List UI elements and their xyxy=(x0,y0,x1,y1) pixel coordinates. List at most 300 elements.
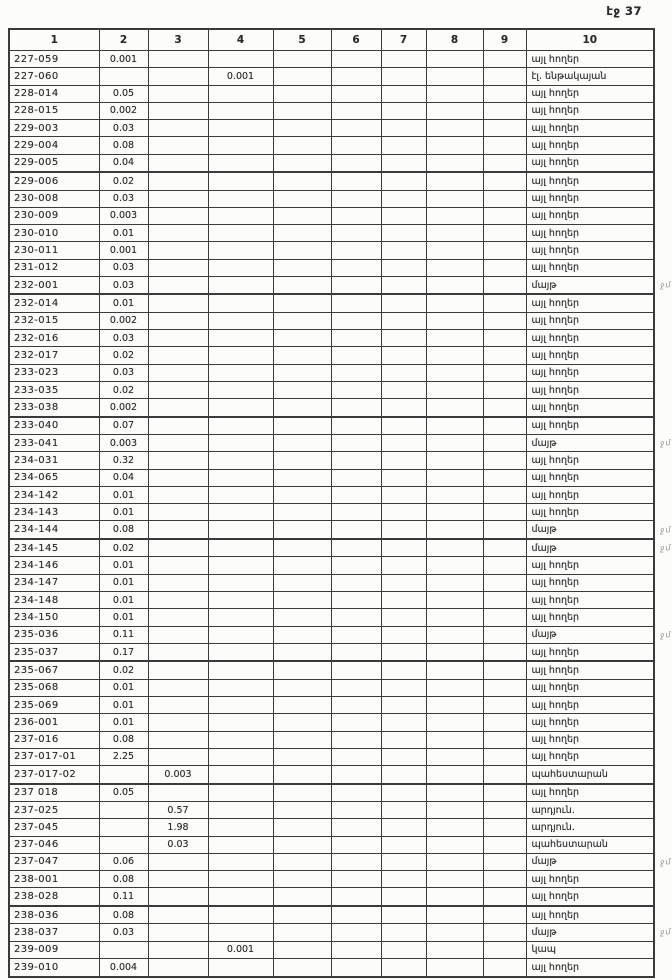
cell-col4 xyxy=(208,51,273,68)
cell-col8 xyxy=(426,85,483,102)
cell-col7 xyxy=(381,643,426,661)
handwritten-margin-note: ջմ xyxy=(659,524,672,535)
cell-col7 xyxy=(381,435,426,452)
cell-col2: 0.01 xyxy=(99,557,148,574)
cell-col8 xyxy=(426,51,483,68)
cell-col6 xyxy=(331,819,381,836)
cell-col6 xyxy=(331,661,381,679)
cell-col3 xyxy=(148,102,208,119)
cell-col4 xyxy=(208,958,273,977)
cell-col5 xyxy=(273,399,331,417)
cell-col9 xyxy=(483,312,526,329)
cell-col2: 0.11 xyxy=(99,888,148,906)
cell-col4 xyxy=(208,591,273,608)
cell-col7 xyxy=(381,242,426,259)
cell-col5 xyxy=(273,731,331,748)
cell-col9 xyxy=(483,469,526,486)
column-header-3: 3 xyxy=(148,29,208,51)
cell-col7 xyxy=(381,347,426,364)
cell-col3 xyxy=(148,259,208,276)
cell-col8 xyxy=(426,574,483,591)
cell-col6 xyxy=(331,85,381,102)
cell-col2: 0.02 xyxy=(99,381,148,398)
cell-col4 xyxy=(208,242,273,259)
cell-col4 xyxy=(208,225,273,242)
cell-landuse: մայթ ջմ xyxy=(526,539,654,557)
cell-col7 xyxy=(381,853,426,870)
cell-col9 xyxy=(483,836,526,853)
cell-col8 xyxy=(426,924,483,941)
cell-col9 xyxy=(483,259,526,276)
cell-code: 235-068 xyxy=(9,679,99,696)
cell-col2 xyxy=(99,68,148,85)
cell-code: 237-025 xyxy=(9,802,99,819)
cell-col9 xyxy=(483,819,526,836)
cell-col2: 0.03 xyxy=(99,120,148,137)
cell-col2: 0.01 xyxy=(99,714,148,731)
cell-col6 xyxy=(331,225,381,242)
cell-code: 237-017-02 xyxy=(9,766,99,784)
cell-code: 237-017-01 xyxy=(9,748,99,765)
cell-code: 235-036 xyxy=(9,626,99,643)
table-body xyxy=(9,51,672,978)
table-row xyxy=(9,242,654,259)
cell-code: 231-012 xyxy=(9,259,99,276)
cell-col9 xyxy=(483,784,526,802)
cell-col6 xyxy=(331,68,381,85)
cell-col5 xyxy=(273,225,331,242)
cell-col7 xyxy=(381,276,426,294)
cell-code: 234-065 xyxy=(9,469,99,486)
cell-col5 xyxy=(273,766,331,784)
cell-code: 228-015 xyxy=(9,102,99,119)
cell-col7 xyxy=(381,399,426,417)
cell-col8 xyxy=(426,836,483,853)
cell-col2 xyxy=(99,836,148,853)
cell-code: 233-040 xyxy=(9,417,99,435)
cell-col8 xyxy=(426,557,483,574)
cell-col3 xyxy=(148,679,208,696)
cell-col8 xyxy=(426,364,483,381)
cell-col3 xyxy=(148,853,208,870)
cell-landuse: այլ հողեր xyxy=(526,154,654,172)
cell-col3 xyxy=(148,469,208,486)
cell-col4 xyxy=(208,120,273,137)
cell-col5 xyxy=(273,486,331,503)
cell-landuse: այլ հողեր xyxy=(526,958,654,977)
cell-col2: 0.001 xyxy=(99,51,148,68)
cell-landuse: այլ հողեր xyxy=(526,643,654,661)
cell-col7 xyxy=(381,294,426,312)
cell-col4 xyxy=(208,609,273,626)
cell-col7 xyxy=(381,557,426,574)
cell-code: 229-003 xyxy=(9,120,99,137)
cell-col3 xyxy=(148,51,208,68)
table-row xyxy=(9,294,654,312)
cell-col9 xyxy=(483,748,526,765)
cell-col4 xyxy=(208,294,273,312)
table-row xyxy=(9,85,654,102)
cell-col5 xyxy=(273,259,331,276)
cell-col3 xyxy=(148,190,208,207)
table-row xyxy=(9,435,654,452)
cell-landuse: այլ հողեր xyxy=(526,137,654,154)
cell-col2: 0.03 xyxy=(99,924,148,941)
cell-col6 xyxy=(331,679,381,696)
cell-col7 xyxy=(381,697,426,714)
cell-col5 xyxy=(273,591,331,608)
cell-col4 xyxy=(208,766,273,784)
cell-col6 xyxy=(331,626,381,643)
cell-col5 xyxy=(273,906,331,924)
cell-col9 xyxy=(483,330,526,347)
cell-col8 xyxy=(426,276,483,294)
cell-col6 xyxy=(331,766,381,784)
cell-col9 xyxy=(483,486,526,503)
cell-code: 229-004 xyxy=(9,137,99,154)
cell-code: 233-038 xyxy=(9,399,99,417)
cell-col6 xyxy=(331,714,381,731)
cell-col2 xyxy=(99,802,148,819)
cell-landuse: այլ հողեր xyxy=(526,102,654,119)
column-header-1: 1 xyxy=(9,29,99,51)
cell-col5 xyxy=(273,137,331,154)
cell-col8 xyxy=(426,399,483,417)
column-header-2: 2 xyxy=(99,29,148,51)
cell-col7 xyxy=(381,661,426,679)
cell-col5 xyxy=(273,102,331,119)
cell-col4 xyxy=(208,504,273,521)
cell-col9 xyxy=(483,68,526,85)
cell-code: 239-009 xyxy=(9,941,99,958)
cell-col6 xyxy=(331,574,381,591)
cell-col9 xyxy=(483,435,526,452)
cell-col4 xyxy=(208,452,273,469)
cell-landuse: այլ հողեր xyxy=(526,469,654,486)
cell-col8 xyxy=(426,888,483,906)
cell-col4 xyxy=(208,137,273,154)
cell-col6 xyxy=(331,452,381,469)
cell-landuse: պահեստարան xyxy=(526,766,654,784)
cell-col5 xyxy=(273,312,331,329)
column-header-7: 7 xyxy=(381,29,426,51)
cell-col5 xyxy=(273,172,331,190)
cell-col3 xyxy=(148,714,208,731)
cell-col4 xyxy=(208,469,273,486)
cell-landuse: այլ հողեր xyxy=(526,347,654,364)
cell-col9 xyxy=(483,888,526,906)
cell-col8 xyxy=(426,609,483,626)
cell-col5 xyxy=(273,661,331,679)
cell-col3 xyxy=(148,399,208,417)
cell-col9 xyxy=(483,102,526,119)
table-row xyxy=(9,766,654,784)
cell-col4 xyxy=(208,557,273,574)
cell-code: 232-001 xyxy=(9,276,99,294)
cell-col2: 0.04 xyxy=(99,154,148,172)
cell-col6 xyxy=(331,941,381,958)
cell-code: 234-144 xyxy=(9,521,99,539)
cell-col8 xyxy=(426,469,483,486)
table-row xyxy=(9,574,654,591)
cell-col8 xyxy=(426,539,483,557)
cell-col6 xyxy=(331,469,381,486)
cell-landuse: այլ հողեր xyxy=(526,731,654,748)
table-row xyxy=(9,906,654,924)
cell-col5 xyxy=(273,643,331,661)
cell-col7 xyxy=(381,225,426,242)
cell-col4 xyxy=(208,381,273,398)
cell-col9 xyxy=(483,906,526,924)
cell-col4 xyxy=(208,784,273,802)
cell-col9 xyxy=(483,190,526,207)
cell-col2: 0.01 xyxy=(99,679,148,696)
cell-landuse: այլ հողեր xyxy=(526,225,654,242)
cell-code: 234-150 xyxy=(9,609,99,626)
cell-col9 xyxy=(483,714,526,731)
cell-col4 xyxy=(208,102,273,119)
cell-col3 xyxy=(148,731,208,748)
cell-col6 xyxy=(331,435,381,452)
cell-col2: 0.01 xyxy=(99,486,148,503)
cell-col5 xyxy=(273,697,331,714)
cell-col4 xyxy=(208,85,273,102)
cell-col3 xyxy=(148,242,208,259)
cell-col5 xyxy=(273,539,331,557)
cell-col2: 0.003 xyxy=(99,435,148,452)
cell-col5 xyxy=(273,871,331,888)
cell-col7 xyxy=(381,486,426,503)
cell-code: 234-146 xyxy=(9,557,99,574)
column-header-10: 10 xyxy=(526,29,654,51)
cell-col3 xyxy=(148,539,208,557)
cell-col2: 0.05 xyxy=(99,85,148,102)
cell-col5 xyxy=(273,748,331,765)
cell-landuse: այլ հողեր xyxy=(526,190,654,207)
cell-landuse: այլ հողեր xyxy=(526,452,654,469)
cell-code: 233-023 xyxy=(9,364,99,381)
cell-col2: 0.08 xyxy=(99,871,148,888)
cell-col2: 0.01 xyxy=(99,574,148,591)
cell-col4 xyxy=(208,486,273,503)
cell-col6 xyxy=(331,276,381,294)
cell-col5 xyxy=(273,609,331,626)
cell-col7 xyxy=(381,888,426,906)
cell-col2: 0.02 xyxy=(99,539,148,557)
cell-landuse: այլ հողեր xyxy=(526,51,654,68)
cell-col3 xyxy=(148,207,208,224)
cell-landuse: այլ հողեր xyxy=(526,504,654,521)
cell-col4 xyxy=(208,906,273,924)
cell-col7 xyxy=(381,626,426,643)
cell-col3: 0.57 xyxy=(148,802,208,819)
cell-col2: 0.01 xyxy=(99,697,148,714)
cell-landuse: այլ հողեր xyxy=(526,609,654,626)
cell-col6 xyxy=(331,51,381,68)
cell-col5 xyxy=(273,347,331,364)
cell-col4 xyxy=(208,819,273,836)
table-row xyxy=(9,958,654,977)
cell-col5 xyxy=(273,294,331,312)
cell-col7 xyxy=(381,469,426,486)
cell-code: 233-041 xyxy=(9,435,99,452)
cell-col9 xyxy=(483,661,526,679)
cell-col3 xyxy=(148,626,208,643)
cell-code: 233-035 xyxy=(9,381,99,398)
cell-col6 xyxy=(331,958,381,977)
cell-col6 xyxy=(331,294,381,312)
cell-col9 xyxy=(483,225,526,242)
cell-landuse: պահեստարան xyxy=(526,836,654,853)
cell-col2: 0.004 xyxy=(99,958,148,977)
cell-col7 xyxy=(381,784,426,802)
cell-col7 xyxy=(381,381,426,398)
cell-col9 xyxy=(483,452,526,469)
cell-col7 xyxy=(381,679,426,696)
cell-landuse: մայթ ջմ xyxy=(526,924,654,941)
cell-col4 xyxy=(208,643,273,661)
cell-code: 237-046 xyxy=(9,836,99,853)
table-row xyxy=(9,399,654,417)
cell-col7 xyxy=(381,609,426,626)
cell-col4 xyxy=(208,871,273,888)
cell-col2: 0.01 xyxy=(99,591,148,608)
cell-col6 xyxy=(331,697,381,714)
cell-code: 232-017 xyxy=(9,347,99,364)
cell-col9 xyxy=(483,347,526,364)
cell-col5 xyxy=(273,941,331,958)
cell-col9 xyxy=(483,85,526,102)
cell-col5 xyxy=(273,626,331,643)
table-row xyxy=(9,784,654,802)
cell-col3 xyxy=(148,557,208,574)
cell-landuse: այլ հողեր xyxy=(526,330,654,347)
cell-col2: 0.002 xyxy=(99,102,148,119)
cell-col2: 0.03 xyxy=(99,190,148,207)
cell-col8 xyxy=(426,958,483,977)
table-row xyxy=(9,871,654,888)
cell-col6 xyxy=(331,557,381,574)
cell-code: 234-145 xyxy=(9,539,99,557)
table-row xyxy=(9,697,654,714)
cell-col6 xyxy=(331,364,381,381)
cell-col7 xyxy=(381,417,426,435)
cell-code: 237 018 xyxy=(9,784,99,802)
cell-col3 xyxy=(148,137,208,154)
cell-col6 xyxy=(331,802,381,819)
cell-col4 xyxy=(208,731,273,748)
cell-col8 xyxy=(426,784,483,802)
cell-col8 xyxy=(426,435,483,452)
cell-col5 xyxy=(273,85,331,102)
cell-col2: 0.03 xyxy=(99,276,148,294)
cell-col2: 0.05 xyxy=(99,784,148,802)
cell-landuse: այլ հողեր xyxy=(526,312,654,329)
cell-col8 xyxy=(426,347,483,364)
cell-col6 xyxy=(331,137,381,154)
cell-col5 xyxy=(273,452,331,469)
cell-col7 xyxy=(381,819,426,836)
cell-col2: 0.08 xyxy=(99,137,148,154)
cell-code: 238-001 xyxy=(9,871,99,888)
cell-col4 xyxy=(208,521,273,539)
cell-col8 xyxy=(426,242,483,259)
table-row xyxy=(9,661,654,679)
cell-col8 xyxy=(426,731,483,748)
cell-col8 xyxy=(426,207,483,224)
column-header-9: 9 xyxy=(483,29,526,51)
table-row xyxy=(9,591,654,608)
cell-col7 xyxy=(381,330,426,347)
cell-landuse: մայթ ջմ xyxy=(526,626,654,643)
cell-col3 xyxy=(148,85,208,102)
cell-col8 xyxy=(426,172,483,190)
cell-col7 xyxy=(381,574,426,591)
cell-col9 xyxy=(483,557,526,574)
cell-col9 xyxy=(483,643,526,661)
cell-col6 xyxy=(331,154,381,172)
cell-col4 xyxy=(208,574,273,591)
cell-col8 xyxy=(426,259,483,276)
table-row xyxy=(9,259,654,276)
cell-col2: 0.11 xyxy=(99,626,148,643)
cell-landuse: մայթ ջմ xyxy=(526,853,654,870)
cell-landuse: մայթ ջմ xyxy=(526,435,654,452)
cell-landuse: այլ հողեր xyxy=(526,259,654,276)
cell-col7 xyxy=(381,748,426,765)
cell-col7 xyxy=(381,714,426,731)
cell-col2 xyxy=(99,766,148,784)
cell-col9 xyxy=(483,399,526,417)
table-row xyxy=(9,504,654,521)
cell-col9 xyxy=(483,958,526,977)
cell-col4 xyxy=(208,417,273,435)
cell-col9 xyxy=(483,941,526,958)
cell-code: 235-067 xyxy=(9,661,99,679)
cell-col2: 0.32 xyxy=(99,452,148,469)
cell-col3 xyxy=(148,225,208,242)
cell-col3 xyxy=(148,312,208,329)
cell-col6 xyxy=(331,748,381,765)
column-header-4: 4 xyxy=(208,29,273,51)
table-row xyxy=(9,486,654,503)
cell-col9 xyxy=(483,697,526,714)
cell-col4 xyxy=(208,399,273,417)
cell-col7 xyxy=(381,924,426,941)
cell-col7 xyxy=(381,802,426,819)
cell-col3 xyxy=(148,364,208,381)
cell-col7 xyxy=(381,504,426,521)
cell-code: 237-016 xyxy=(9,731,99,748)
cell-col9 xyxy=(483,207,526,224)
cell-col7 xyxy=(381,137,426,154)
cell-col8 xyxy=(426,225,483,242)
cell-col3 xyxy=(148,661,208,679)
cell-code: 229-006 xyxy=(9,172,99,190)
cell-col2: 0.01 xyxy=(99,504,148,521)
table-row xyxy=(9,853,654,870)
table-row xyxy=(9,643,654,661)
cell-code: 232-016 xyxy=(9,330,99,347)
cell-col3 xyxy=(148,924,208,941)
cell-col9 xyxy=(483,626,526,643)
cell-col6 xyxy=(331,784,381,802)
cell-col6 xyxy=(331,330,381,347)
cell-code: 234-147 xyxy=(9,574,99,591)
cell-landuse: արդյուն. xyxy=(526,802,654,819)
cell-col8 xyxy=(426,941,483,958)
cell-col8 xyxy=(426,661,483,679)
